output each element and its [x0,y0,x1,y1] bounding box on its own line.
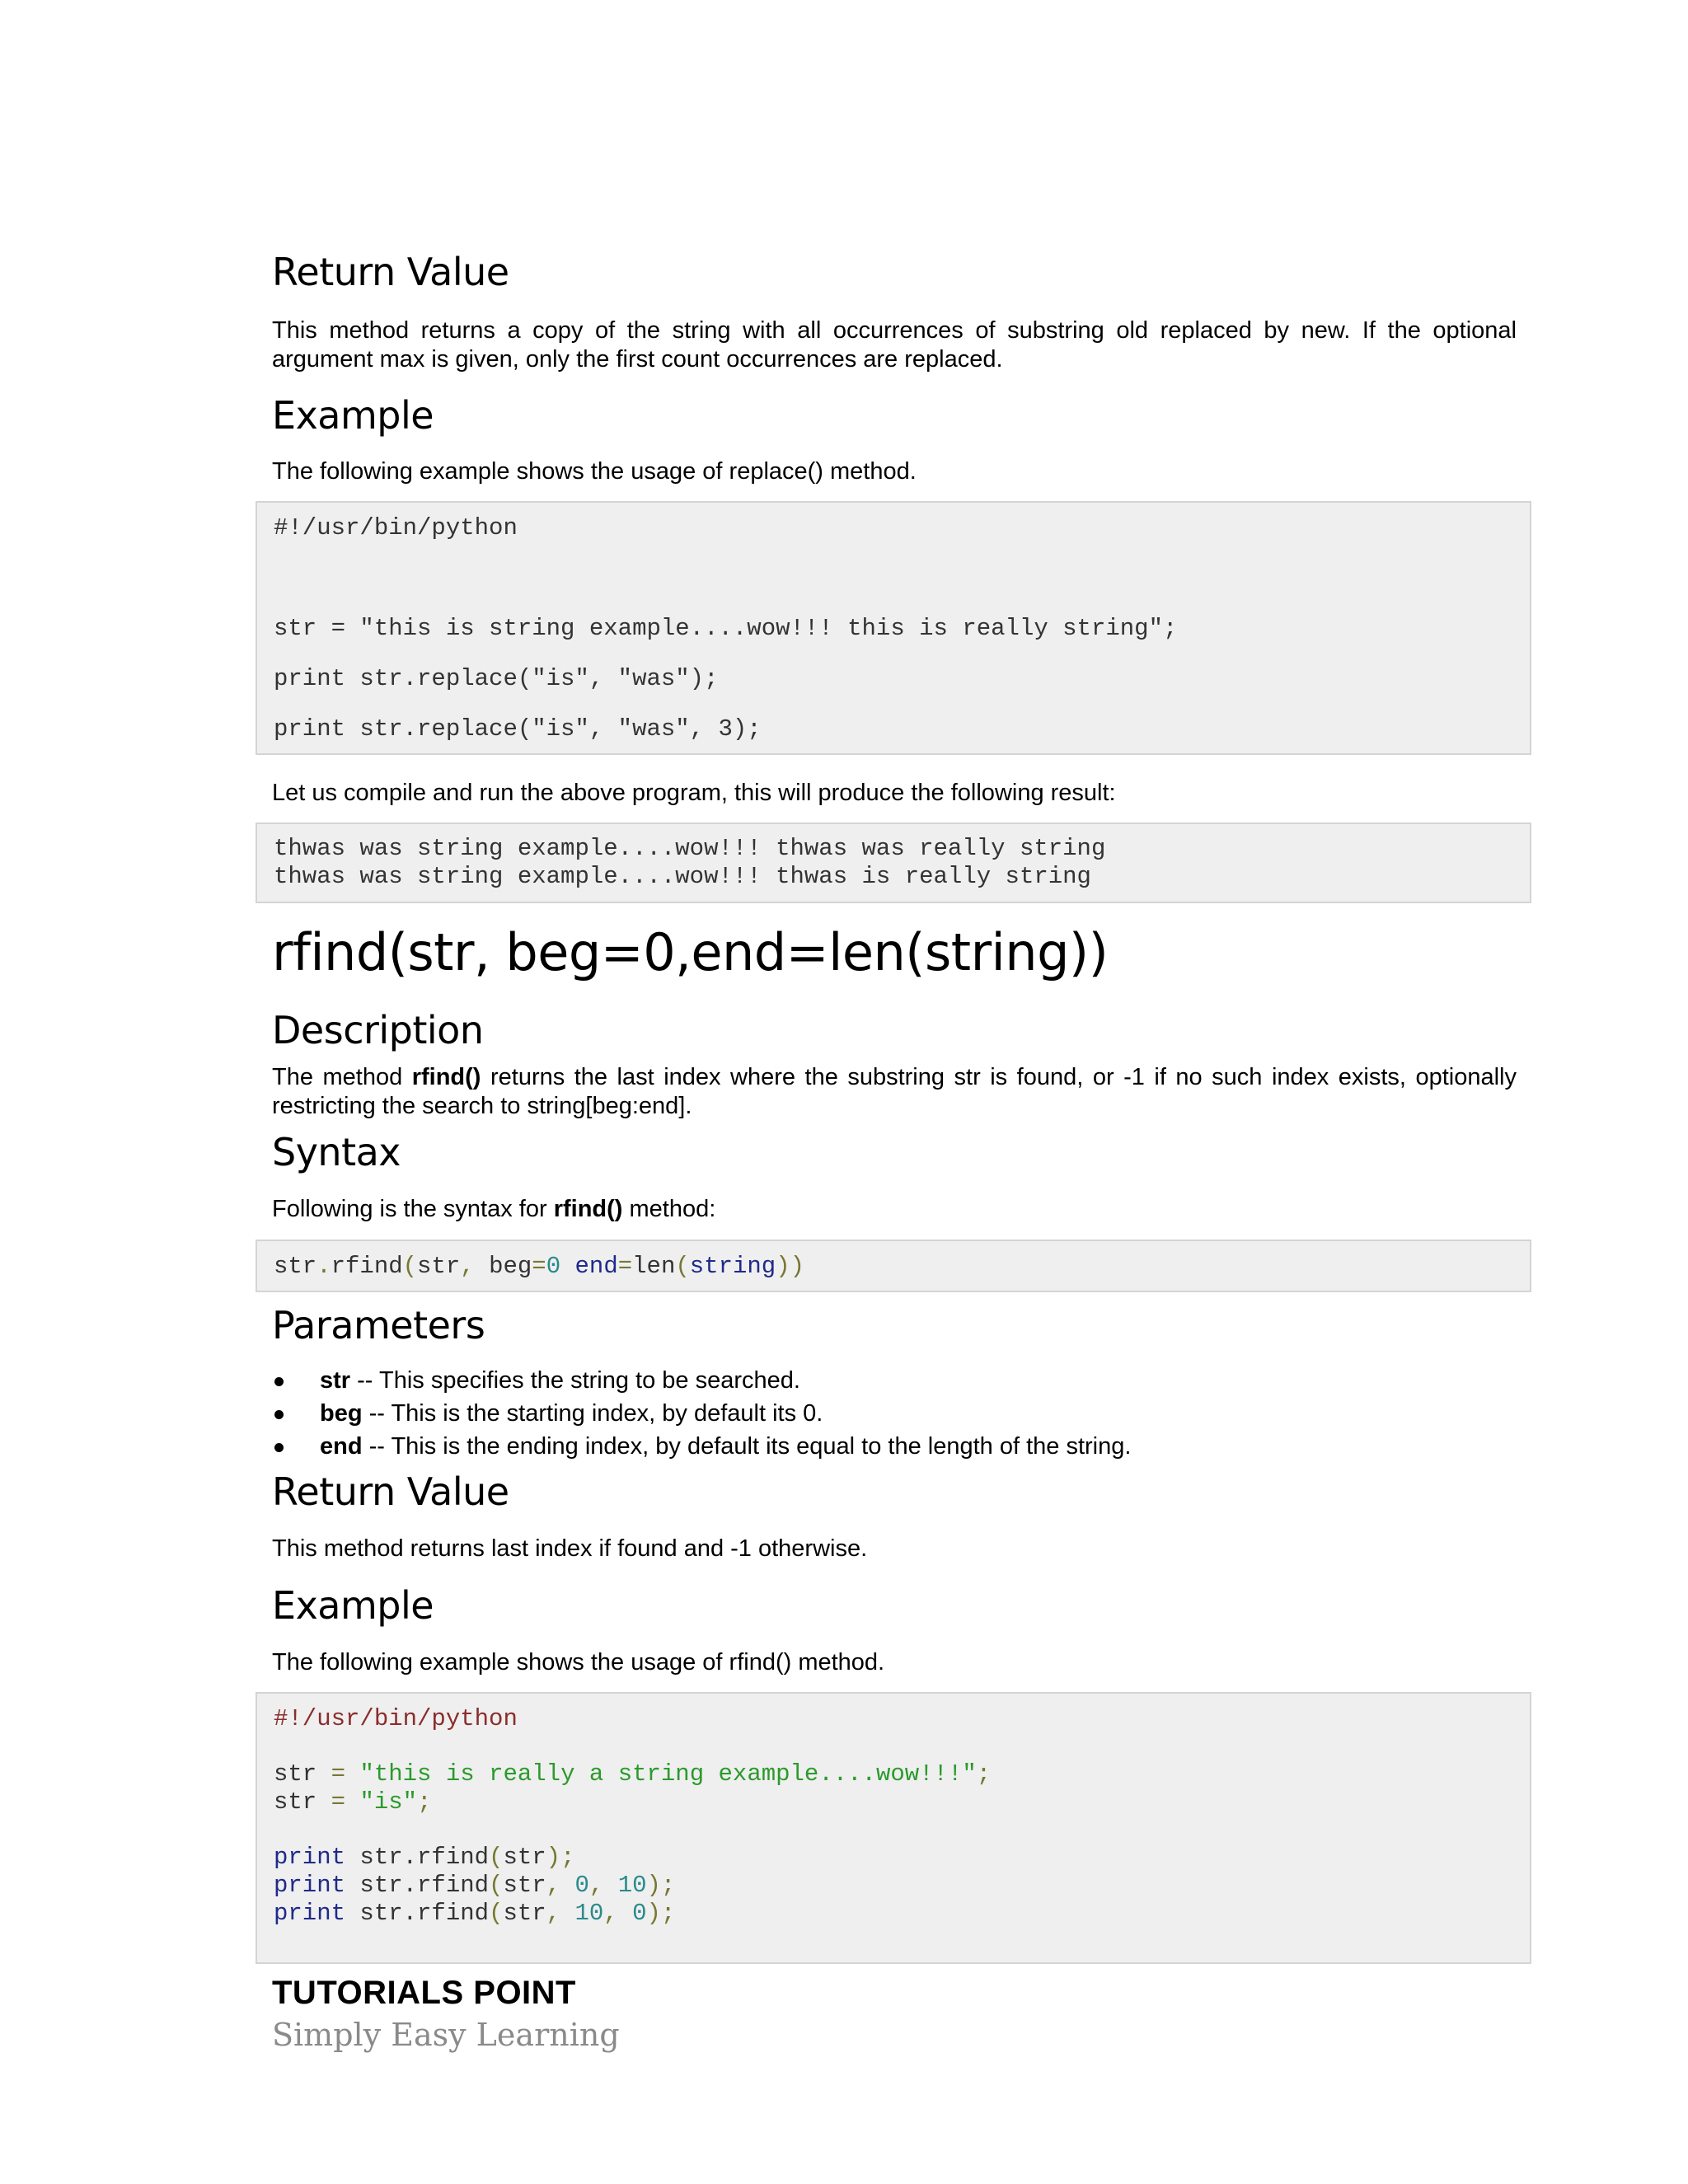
replace-code-block [256,501,1531,755]
example-intro: The following example shows the usage of replace() method. [272,458,917,485]
code-line: #!/usr/bin/python [274,1705,518,1732]
code-line: print str.rfind(str, 10, 0); [274,1900,676,1927]
parameters-heading: Parameters [272,1303,485,1347]
return-value-heading: Return Value [272,1469,509,1514]
code-line: print str.rfind(str, 0, 10); [274,1872,676,1899]
list-item: str -- This specifies the string to be searched. [272,1364,1131,1397]
method-name: rfind() [411,1064,481,1090]
footer-brand: TUTORIALS POINT [272,1975,576,2011]
param-name: end [320,1433,363,1460]
result-output-block [256,823,1531,903]
rfind-title: rfind(str, beg=0,end=len(string)) [272,922,1109,982]
syntax-heading: Syntax [272,1130,401,1174]
return-value-text: This method returns a copy of the string with all occurrences of substring old replaced by new. If the optional argument max is given, only the first count occurrences are replaced. [272,317,1517,373]
syntax-intro: Following is the syntax for rfind() method: [272,1196,716,1222]
rfind-code-block [256,1692,1531,1964]
example-intro: The following example shows the usage of rfind() method. [272,1649,885,1675]
output-line: thwas was string example....wow!!! thwas is really string [274,863,1091,890]
code-line: print str.rfind(str); [274,1844,575,1871]
param-name: beg [320,1400,363,1427]
return-value-heading: Return Value [272,250,509,294]
return-value-text: This method returns last index if found and -1 otherwise. [272,1535,868,1562]
description-text: The method rfind() returns the last index where the substring str is found, or -1 if no such index exists, optionally restricting the search to string[beg:end]. [272,1064,1517,1119]
description-heading: Description [272,1008,484,1052]
code-line: str = "this is string example....wow!!! this is really string"; [274,615,1178,642]
result-intro: Let us compile and run the above program, this will produce the following result: [272,780,1116,806]
list-item: beg -- This is the starting index, by default its 0. [272,1397,1131,1430]
param-name: str [320,1367,351,1394]
code-line: str = "this is really a string example....wow!!!"; [274,1760,992,1788]
code-line: str = "is"; [274,1788,432,1816]
example-heading: Example [272,393,434,438]
example-heading: Example [272,1583,434,1628]
code-line: print str.replace("is", "was"); [274,665,719,692]
output-line: thwas was string example....wow!!! thwas was really string [274,835,1106,862]
syntax-code-line: str.rfind(str, beg=0 end=len(string)) [274,1253,804,1280]
parameters-list [272,1364,1131,1463]
syntax-code-block [256,1240,1531,1292]
list-item: end -- This is the ending index, by default its equal to the length of the string. [272,1430,1131,1463]
code-line: print str.replace("is", "was", 3); [274,715,762,743]
method-name: rfind() [553,1196,623,1222]
code-line: #!/usr/bin/python [274,514,518,541]
footer-tagline: Simply Easy Learning [272,2017,620,2053]
